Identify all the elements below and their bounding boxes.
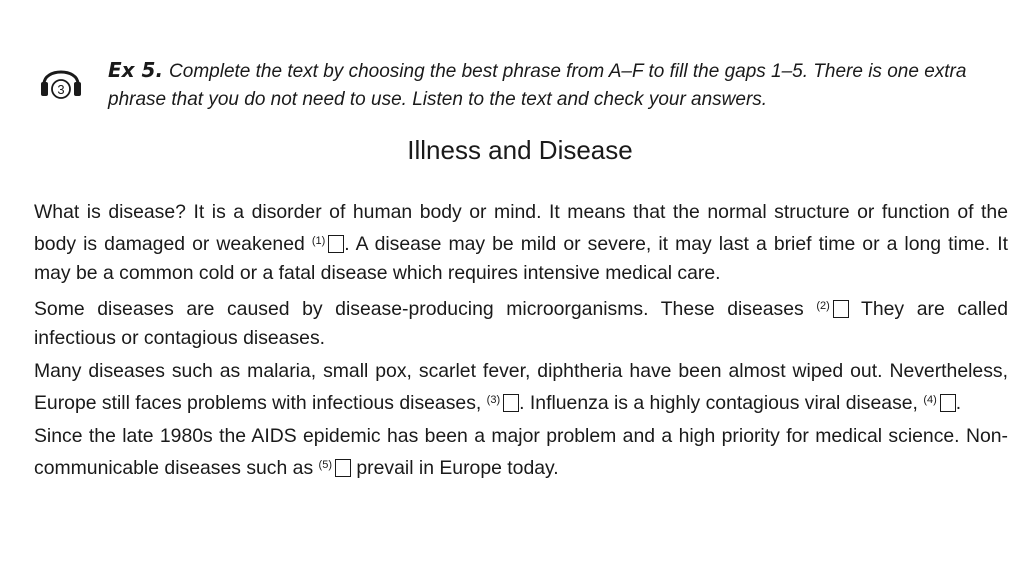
paragraph-3 bbox=[34, 357, 1008, 418]
gap-5 bbox=[319, 457, 351, 479]
paragraph-4 bbox=[34, 422, 1008, 483]
instruction-text: Complete the text by choosing the best phrase from A–F to fill the gaps 1–5. There is one extra phrase that you do not need to use. Listen to the text and check your answers. bbox=[108, 61, 967, 110]
gap-4 bbox=[923, 392, 955, 414]
paragraph-text: . A disease may be mild or severe, it may last a brief time or a long time. It may be a common cold or a fatal disease which requires intensive medical care. bbox=[34, 233, 1008, 284]
gap-3 bbox=[487, 392, 519, 414]
gap-number: (4) bbox=[923, 394, 937, 406]
paragraph-text: prevail in Europe today. bbox=[351, 457, 559, 479]
gap-1 bbox=[312, 233, 344, 255]
paragraph-text: . bbox=[955, 392, 962, 414]
headphones-icon[interactable] bbox=[36, 56, 86, 106]
exercise-label: Ex 5. bbox=[108, 58, 164, 82]
answer-box-5[interactable] bbox=[335, 459, 351, 477]
paragraph-text: Many diseases such as malaria, small pox, scarlet fever, diphtheria have been almost wiped out. Nevertheless, Europe still faces problems with infectious diseases, bbox=[34, 360, 1008, 414]
answer-box-2[interactable] bbox=[833, 300, 849, 318]
reading-text bbox=[34, 198, 1008, 487]
paragraph-text: They are called infectious or contagious diseases. bbox=[34, 298, 1009, 349]
gap-number: (5) bbox=[318, 459, 332, 471]
paragraph-1 bbox=[34, 198, 1008, 288]
paragraph-text: . Influenza is a highly contagious viral disease, bbox=[519, 392, 924, 414]
task-instruction bbox=[108, 56, 1008, 114]
gap-number: (1) bbox=[311, 235, 326, 247]
paragraph-text: Some diseases are caused by disease-producing microorganisms. These diseases bbox=[34, 298, 817, 320]
gap-number: (2) bbox=[816, 300, 830, 312]
answer-box-1[interactable] bbox=[328, 235, 344, 253]
paragraph-text: What is disease? It is a disorder of human body or mind. It means that the normal structure or function of the body is damaged or weakened bbox=[34, 201, 1008, 255]
answer-box-4[interactable] bbox=[940, 394, 956, 412]
gap-number: (3) bbox=[486, 394, 501, 406]
paragraph-text: Since the late 1980s the AIDS epidemic has been a major problem and a high priority for medical science. Non-communicable diseases such as bbox=[34, 425, 1008, 479]
text-title: Illness and Disease bbox=[407, 135, 633, 165]
gap-2 bbox=[816, 298, 848, 320]
answer-box-3[interactable] bbox=[503, 394, 519, 412]
track-number: 3 bbox=[57, 82, 65, 97]
paragraph-2 bbox=[34, 292, 1008, 353]
